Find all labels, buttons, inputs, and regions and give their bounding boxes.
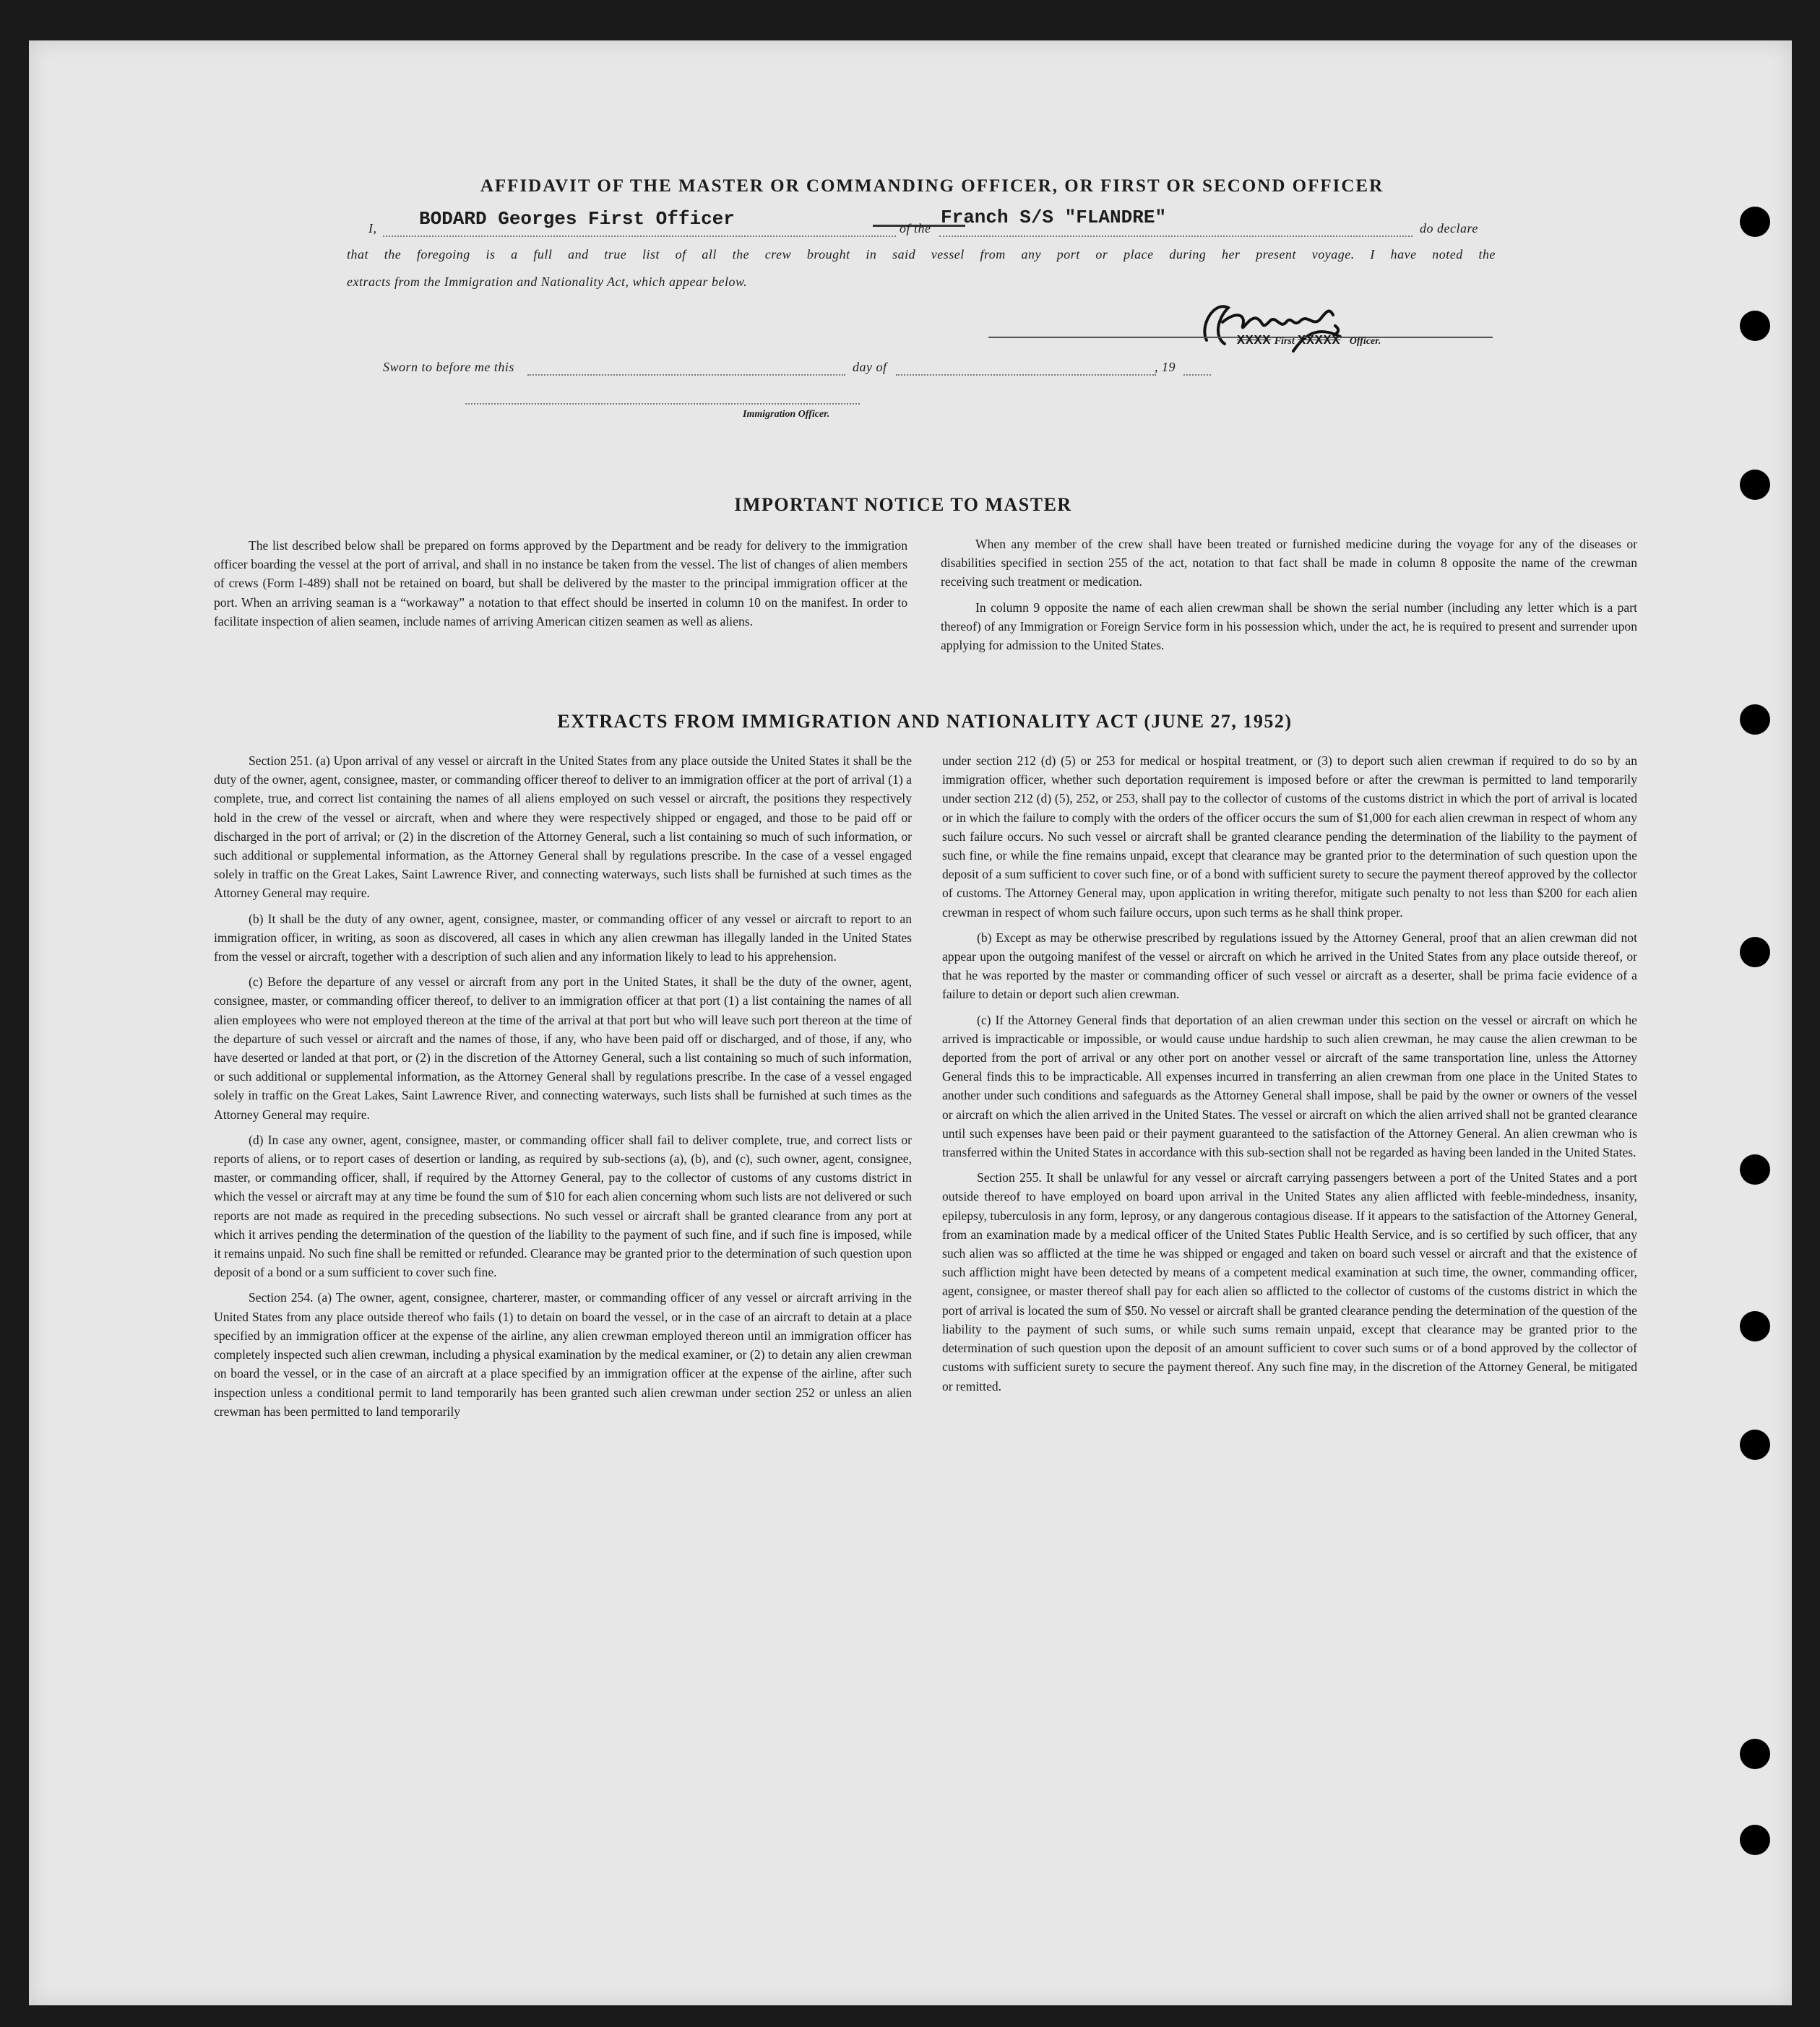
document-page bbox=[29, 40, 1792, 2005]
binder-hole bbox=[1740, 1825, 1770, 1855]
immigration-officer-line bbox=[465, 403, 860, 405]
declaration-text: that the foregoing is a full and true list of all the crew brought in said vessel from any port or place during her present voyage. I have noted the bbox=[347, 247, 1496, 262]
act-paragraph: (c) If the Attorney General finds that deportation of an alien crewman under this section on the vessel or aircraft on which he arrived is impracticable or impossible, or would cause undue hardship to such alien crewman, he may cause the alien crewman to be deported from the port of arrival or any other port on another vessel or aircraft of the same transportation line, unless the Attorney General finds this to be impracticable. All expenses incurred in transferring an alien crewman from one place in the United States to another under such conditions and safeguards as the Attorney General shall impose, shall be paid by the owner or owners of the vessel or aircraft on which the alien arrived in the United States. The vessel or aircraft on which the alien arrived shall not be granted clearance until such expenses have been paid or their payment guaranteed to the satisfaction of the Attorney General. An alien crewman who is transferred within the United States in accordance with this sub-section shall not be regarded as having been landed in the United States. bbox=[942, 1012, 1637, 1160]
declaration-text-2: extracts from the Immigration and Nationality Act, which appear below. bbox=[347, 275, 748, 289]
binder-hole bbox=[1740, 1739, 1770, 1769]
i-label: I, bbox=[368, 221, 377, 235]
officer-name-field: BODARD Georges First Officer bbox=[419, 208, 735, 230]
do-declare-label: do declare bbox=[1420, 221, 1478, 235]
binder-hole bbox=[1740, 937, 1770, 967]
notice-paragraph: In column 9 opposite the name of each alien crewman shall be shown the serial number (including any letter which is a part thereof) of any Immigration or Foreign Service form in his possession which, under the act, he is required to present and surrender upon applying for admission to the United States. bbox=[941, 600, 1637, 653]
notice-paragraph: The list described below shall be prepared on forms approved by the Department and be ready for delivery to the immigration officer boarding the vessel at the port of arrival, and shall in no instance be taken from the vessel. The list of changes of alien members of crews (Form I-489) shall not be retained on board, but shall be delivered by the master to the principal immigration officer at the port. When an arriving seaman is a “workaway” a notation to that effect should be inserted in column 10 on the manifest. In order to facilitate inspection of alien seamen, include names of arriving American citizen seamen as well as aliens. bbox=[214, 538, 907, 628]
sworn-month-field bbox=[896, 374, 1156, 376]
binder-hole bbox=[1740, 207, 1770, 237]
sworn-date-field bbox=[527, 374, 845, 376]
extracts-left-column bbox=[214, 751, 912, 1427]
extracts-heading: EXTRACTS FROM IMMIGRATION AND NATIONALITY ACT (JUNE 27, 1952) bbox=[557, 711, 1293, 732]
binder-hole bbox=[1740, 1311, 1770, 1341]
year-label: , 19 bbox=[1155, 360, 1176, 374]
vessel-field: Franch S/S "FLANDRE" bbox=[941, 207, 1167, 228]
notice-right-column bbox=[941, 535, 1637, 661]
act-paragraph: Section 255. It shall be unlawful for any vessel or aircraft carrying passengers between a port of the United States and a port outside thereof to have employed on board upon arrival in the United States any alien afflicted with feeble-mindedness, insanity, epilepsy, tuberculosis in any form, leprosy, or any dangerous contagious disease. If it appears to the satisfaction of the Attorney General, from an examination made by a medical officer of the United States Public Health Service, and is so certified by such officer, that any such alien was so afflicted at the time he was shipped or engaged and taken on board such vessel or aircraft and that the existence of such affliction might have been detected by means of a competent medical examination at such time, the owner, commanding officer, agent, consignee, or master thereof shall pay for each alien so afflicted to the collector of customs of the customs district in which the port of arrival is located the sum of $50. No vessel or aircraft shall be granted clearance pending the determination of the question of the liability to the payment of such sums, or while such sums remain unpaid, except that clearance may be granted prior to the determination of such question upon the deposit of an amount sufficient to cover such sums or of a bond approved by the collector of customs with sufficient surety to secure the payment thereof. Any such fine may, in the discretion of the Attorney General, be mitigated or remitted. bbox=[942, 1170, 1637, 1393]
act-paragraph: Section 254. (a) The owner, agent, consignee, charterer, master, or commanding officer of any vessel or aircraft arriving in the United States from any place outside thereof who fails (1) to detain on board the vessel, or in the case of an aircraft to detain at a place specified by an immigration officer at the expense of the airline, any alien crewman employed thereon until an immigration officer has completely inspected such alien crewman, including a physical examination by the medical examiner, or (2) to detain any alien crewman on board the vessel, or in the case of an aircraft at a place specified by an immigration officer at the expense of the airline, after such inspection unless a conditional permit to land temporarily has been granted such alien crewman under section 252 or unless an alien crewman has been permitted to land temporarily bbox=[214, 1290, 912, 1419]
act-paragraph: (d) In case any owner, agent, consignee, master, or commanding officer shall fail to deliver complete, true, and correct lists or reports of aliens, or to report cases of desertion or landing, as required by sub-sections (a), (b), and (c), such owner, agent, consignee, master, or commanding officer, shall, if required by the Attorney General, pay to the collector of customs of any customs district in which the vessel or aircraft may at any time be found the sum of $10 for each alien concerning whom such lists are not delivered or such reports are not made as required in the preceding subsections. No such vessel or aircraft shall be granted clearance from any port at which it arrives pending the determination of the question of the liability to the payment of such fine, and if such fine is imposed, while it remains unpaid. No such fine shall be remitted or refunded. Clearance may be granted prior to the determination of such question upon deposit of a bond or a sum sufficient to cover such fine. bbox=[214, 1132, 912, 1280]
act-paragraph: (b) It shall be the duty of any owner, agent, consignee, master, or commanding officer of any vessel or aircraft to report to an immigration officer, in writing, as soon as discovered, all cases in which any alien crewman has illegally landed in the United States from the vessel or aircraft, together with a description of such alien and any information likely to lead to his apprehension. bbox=[214, 911, 912, 964]
act-paragraph: (c) Before the departure of any vessel or aircraft from any port in the United States, it shall be the duty of the owner, agent, consignee, master, or commanding officer thereof, to deliver to an immigration officer at that port (1) a list containing the names of all alien employees who were not employed thereon at the time of the arrival at that port but who will leave such port thereon at the time of the departure of such vessel or aircraft and the names of those, if any, who have been paid off or discharged, and of those, if any, who have deserted or landed at that port, or (2) in the discretion of the Attorney General, such a list containing so much of such information, or such additional or supplemental information, as the Attorney General shall by regulations prescribe. In the case of a vessel engaged solely in traffic on the Great Lakes, Saint Lawrence River, and connecting waterways, such lists shall be furnished at such times as the Attorney General may require. bbox=[214, 974, 912, 1122]
of-the-label: of the bbox=[900, 221, 931, 235]
notice-heading: IMPORTANT NOTICE TO MASTER bbox=[734, 494, 1072, 515]
affidavit-title: AFFIDAVIT OF THE MASTER OR COMMANDING OFFICER, OR FIRST OR SECOND OFFICER bbox=[480, 176, 1384, 196]
sworn-label: Sworn to before me this bbox=[383, 360, 514, 374]
binder-hole bbox=[1740, 1430, 1770, 1460]
extracts-right-column bbox=[942, 751, 1637, 1402]
binder-hole bbox=[1740, 704, 1770, 735]
act-paragraph: (b) Except as may be otherwise prescribed by regulations issued by the Attorney General, proof that an alien crewman did not appear upon the outgoing manifest of the vessel or aircraft on which he arrived in the United States from any place outside thereof, or that he was reported by the master or commanding officer of such vessel or aircraft as a deserter, shall be prima facie evidence of a failure to detain or deport such alien crewman. bbox=[942, 930, 1637, 1002]
act-paragraph: Section 251. (a) Upon arrival of any vessel or aircraft in the United States from any place outside the United States it shall be the duty of the owner, agent, consignee, master, or commanding officer thereof to deliver to an immigration officer at the port of arrival (1) a complete, true, and correct list containing the names of all aliens employed on such vessel or aircraft, the positions they respectively hold in the crew of the vessel or aircraft, when and where they were respectively shipped or engaged, and those to be paid off or discharged in the port of arrival; or (2) in the discretion of the Attorney General, such a list containing so much of such information, or such additional or supplemental information, as the Attorney General shall by regulations prescribe. In the case of a vessel engaged solely in traffic on the Great Lakes, Saint Lawrence River, and connecting waterways, such lists shall be furnished at such times as the Attorney General may require. bbox=[214, 753, 912, 901]
day-of-label: day of bbox=[853, 360, 887, 374]
immigration-officer-label: Immigration Officer. bbox=[743, 409, 830, 420]
officer-title-label: XXXX First XXXXX Officer. bbox=[1237, 334, 1381, 348]
binder-hole bbox=[1740, 311, 1770, 341]
notice-left-column bbox=[214, 536, 907, 637]
binder-hole bbox=[1740, 470, 1770, 500]
act-paragraph: under section 212 (d) (5) or 253 for medical or hospital treatment, or (3) to deport such alien crewman if required to do so by an immigration officer, whether such deportation requirement is imposed before or after the crewman is permitted to land temporarily under section 212 (d) (5), 252, or 253, shall pay to the collector of customs of the customs district in which the port of arrival is located or in which the failure to comply with the orders of the officer occurs the sum of $1,000 for each alien crewman in respect of whom any such failure occurs. No such vessel or aircraft shall be granted clearance pending the determination of the liability to the payment of such fine, or while the fine remains unpaid, except that clearance may be granted prior to the determination of such question upon the deposit of a sum sufficient to cover such fine, or of a bond with sufficient surety to secure the payment thereof approved by the collector of customs. The Attorney General may, upon application in writing therefor, mitigate such penalty to not less than $200 for each alien crewman in respect of whom such failure occurs, upon such terms as he shall think proper. bbox=[942, 753, 1637, 920]
binder-hole bbox=[1740, 1154, 1770, 1185]
notice-paragraph: When any member of the crew shall have been treated or furnished medicine during the voyage for any of the diseases or disabilities specified in section 255 of the act, notation to that fact shall be made in column 8 opposite the name of the crewman receiving such treatment or medication. bbox=[941, 537, 1637, 589]
sworn-year-field bbox=[1183, 374, 1211, 376]
